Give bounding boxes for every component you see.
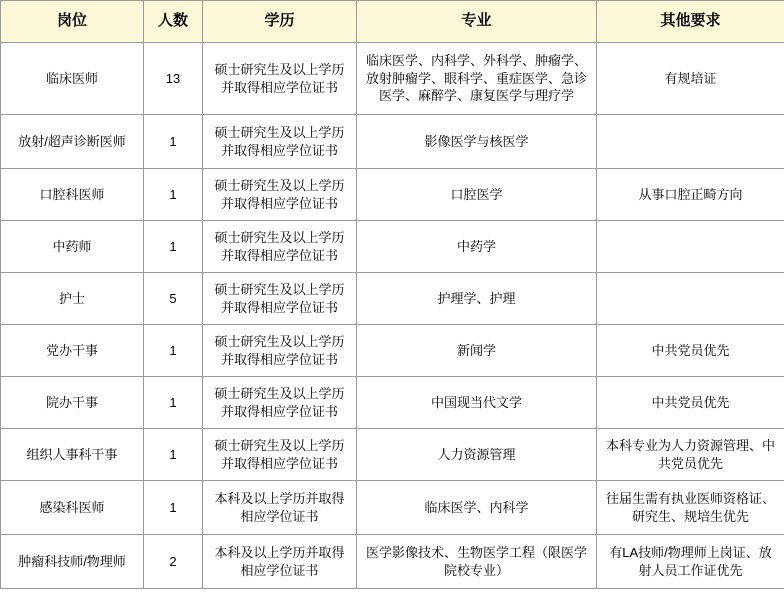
column-header-count: 人数 [144, 1, 203, 43]
table-row [1, 429, 784, 481]
table-row [1, 43, 784, 115]
cell-other: 从事口腔正畸方向 [597, 169, 784, 221]
cell-position: 放射/超声诊断医师 [1, 115, 144, 169]
cell-major: 人力资源管理 [357, 429, 597, 481]
cell-major: 中药学 [357, 221, 597, 273]
table-body [1, 43, 784, 589]
cell-count: 5 [144, 273, 203, 325]
cell-position: 肿瘤科技师/物理师 [1, 535, 144, 589]
table-row [1, 481, 784, 535]
cell-education: 硕士研究生及以上学历并取得相应学位证书 [203, 43, 357, 115]
cell-major: 护理学、护理 [357, 273, 597, 325]
cell-major: 影像医学与核医学 [357, 115, 597, 169]
cell-count: 1 [144, 429, 203, 481]
table-row [1, 325, 784, 377]
cell-position: 感染科医师 [1, 481, 144, 535]
cell-count: 2 [144, 535, 203, 589]
cell-count: 13 [144, 43, 203, 115]
table-header-row [1, 1, 784, 43]
cell-major: 医学影像技术、生物医学工程（限医学院校专业） [357, 535, 597, 589]
cell-position: 口腔科医师 [1, 169, 144, 221]
table-row [1, 535, 784, 589]
cell-education: 硕士研究生及以上学历并取得相应学位证书 [203, 429, 357, 481]
cell-education: 硕士研究生及以上学历并取得相应学位证书 [203, 221, 357, 273]
table-row [1, 273, 784, 325]
cell-count: 1 [144, 221, 203, 273]
cell-other: 有LA技师/物理师上岗证、放射人员工作证优先 [597, 535, 784, 589]
cell-major: 口腔医学 [357, 169, 597, 221]
table-row [1, 169, 784, 221]
cell-education: 本科及以上学历并取得相应学位证书 [203, 481, 357, 535]
cell-education: 硕士研究生及以上学历并取得相应学位证书 [203, 273, 357, 325]
cell-major: 中国现当代文学 [357, 377, 597, 429]
cell-major: 临床医学、内科学、外科学、肿瘤学、放射肿瘤学、眼科学、重症医学、急诊医学、麻醉学、康复医学与理疗学 [357, 43, 597, 115]
cell-other: 有规培证 [597, 43, 784, 115]
cell-other [597, 273, 784, 325]
cell-count: 1 [144, 325, 203, 377]
cell-count: 1 [144, 115, 203, 169]
cell-other: 本科专业为人力资源管理、中共党员优先 [597, 429, 784, 481]
cell-other: 往届生需有执业医师资格证、研究生、规培生优先 [597, 481, 784, 535]
column-header-education: 学历 [203, 1, 357, 43]
cell-position: 组织人事科干事 [1, 429, 144, 481]
column-header-other: 其他要求 [597, 1, 784, 43]
cell-position: 院办干事 [1, 377, 144, 429]
cell-education: 硕士研究生及以上学历并取得相应学位证书 [203, 169, 357, 221]
cell-position: 护士 [1, 273, 144, 325]
cell-education: 硕士研究生及以上学历并取得相应学位证书 [203, 325, 357, 377]
table-row [1, 115, 784, 169]
table-row [1, 377, 784, 429]
cell-major: 新闻学 [357, 325, 597, 377]
table-row [1, 221, 784, 273]
cell-position: 临床医师 [1, 43, 144, 115]
cell-other: 中共党员优先 [597, 377, 784, 429]
cell-major: 临床医学、内科学 [357, 481, 597, 535]
table-header [1, 1, 784, 43]
cell-count: 1 [144, 481, 203, 535]
cell-other [597, 115, 784, 169]
cell-position: 党办干事 [1, 325, 144, 377]
column-header-position: 岗位 [1, 1, 144, 43]
cell-count: 1 [144, 169, 203, 221]
cell-other [597, 221, 784, 273]
column-header-major: 专业 [357, 1, 597, 43]
cell-education: 硕士研究生及以上学历并取得相应学位证书 [203, 377, 357, 429]
cell-education: 本科及以上学历并取得相应学位证书 [203, 535, 357, 589]
cell-position: 中药师 [1, 221, 144, 273]
cell-count: 1 [144, 377, 203, 429]
cell-education: 硕士研究生及以上学历并取得相应学位证书 [203, 115, 357, 169]
cell-other: 中共党员优先 [597, 325, 784, 377]
